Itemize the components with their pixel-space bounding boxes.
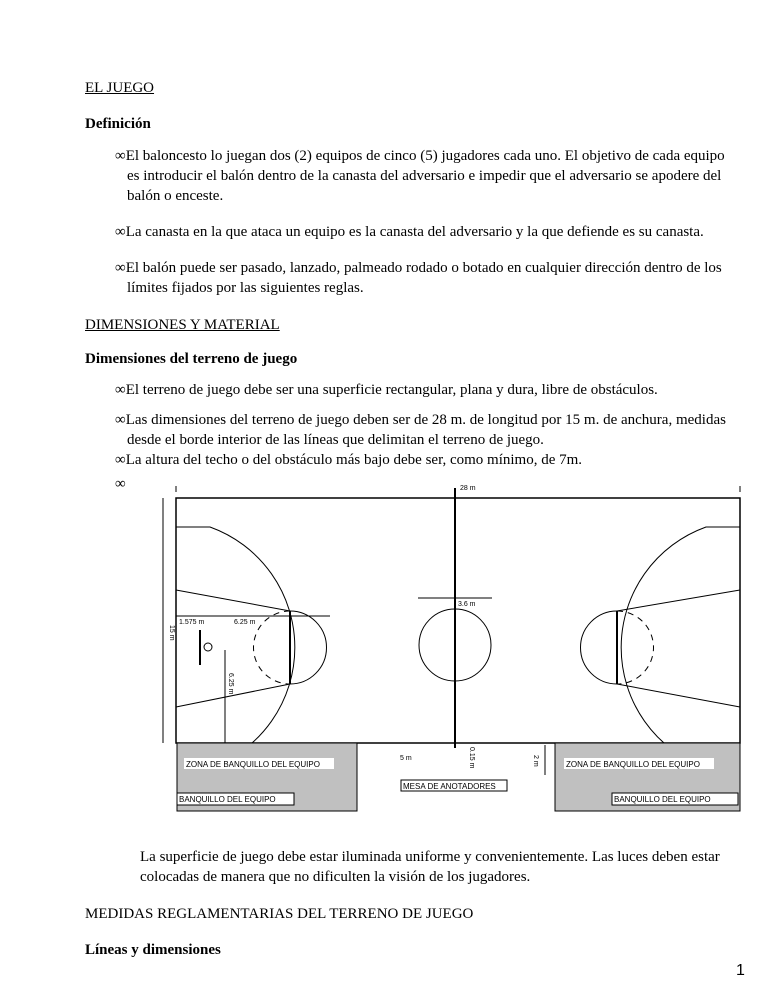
subheading-lineas: Líneas y dimensiones (85, 942, 221, 958)
dim-three-side: 6.25 m (227, 673, 234, 695)
dim-length: 28 m (460, 485, 476, 492)
bullet-4: ∞El terreno de juego debe ser una superficie rectangular, plana y dura, libre de obstáculos. (115, 382, 658, 398)
dim-three: 6.25 m (234, 619, 256, 626)
page-number: 1 (736, 962, 745, 979)
dim-ft: 1.575 m (179, 619, 205, 626)
table-label: MESA DE ANOTADORES (403, 782, 496, 791)
subheading-terreno: Dimensiones del terreno de juego (85, 351, 298, 367)
bullet-3: ∞El balón puede ser pasado, lanzado, palmeado rodado o botado en cualquier dirección dentro de los límites fijados por las siguientes reglas. (115, 260, 722, 296)
subheading-definicion: Definición (85, 116, 151, 132)
court-diagram (140, 470, 750, 815)
bullet-empty: ∞ (115, 476, 126, 492)
heading-medidas: MEDIDAS REGLAMENTARIAS DEL TERRENO DE JUEGO (85, 906, 474, 922)
bullet-5: ∞Las dimensiones del terreno de juego deben ser de 28 m. de longitud por 15 m. de anchura, medidas desde el borde interior de las líneas que delimitan el terreno de juego. (115, 412, 726, 448)
dim-center-circle: 3.6 m (458, 601, 476, 608)
dim-table-gap: 0.15 m (468, 747, 475, 769)
dim-width: 15 m (168, 625, 175, 641)
bullet-6: ∞La altura del techo o del obstáculo más bajo debe ser, como mínimo, de 7m. (115, 452, 583, 468)
dim-bench-depth: 2 m (532, 755, 539, 767)
zone-right-label: ZONA DE BANQUILLO DEL EQUIPO (566, 760, 700, 769)
heading-dimensiones: DIMENSIONES Y MATERIAL (85, 317, 280, 333)
dim-bench-dist: 5 m (400, 755, 412, 762)
caption: La superficie de juego debe estar iluminada uniforme y convenientemente. Las luces deben estar colocadas de manera que no dificulten la visión de los jugadores. (140, 849, 720, 885)
zone-left-label: ZONA DE BANQUILLO DEL EQUIPO (186, 760, 320, 769)
bench-right-label: BANQUILLO DEL EQUIPO (614, 795, 711, 804)
bench-left-label: BANQUILLO DEL EQUIPO (179, 795, 276, 804)
bullet-2: ∞La canasta en la que ataca un equipo es la canasta del adversario y la que defiende es su canasta. (115, 224, 704, 240)
heading-el-juego: EL JUEGO (85, 80, 155, 96)
bullet-1: ∞El baloncesto lo juegan dos (2) equipos de cinco (5) jugadores cada uno. El objetivo de cada equipo es introducir el balón dentro de la canasta del adversario e impedir que el adversario se apodere del balón o enceste. (115, 148, 725, 204)
